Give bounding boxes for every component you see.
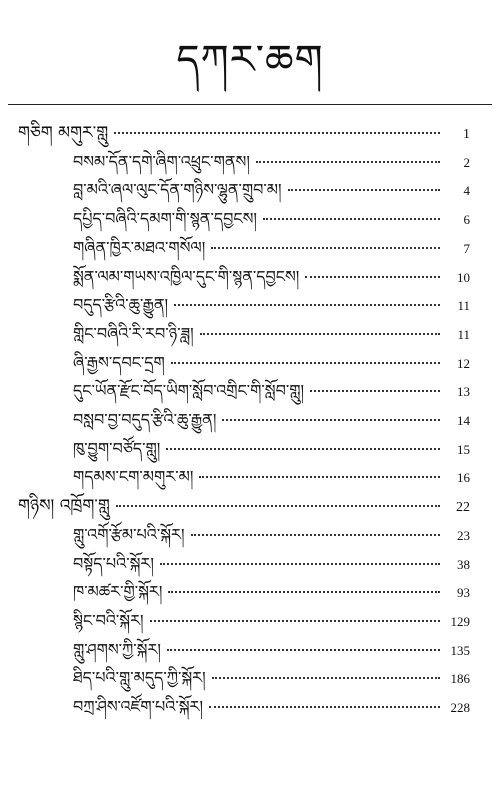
toc-entry-title: བསམ་དོན་དགེ་ཞིག་འཕྲུང་གནས།	[73, 151, 250, 171]
toc-entry-title: དཔྱིད་བཞིའི་དམག་གི་སྙན་དབྱངས།	[73, 209, 257, 229]
dot-leader	[114, 132, 440, 134]
toc-entry-title: བདུད་རྩིའི་ཆུ་རྒྱུན།	[73, 295, 169, 315]
toc-entry-row[interactable]	[73, 151, 470, 174]
page-number: 23	[457, 527, 470, 543]
toc-entry-row[interactable]	[73, 466, 470, 489]
page-number: 129	[450, 613, 470, 629]
toc-section-title: གཅིག མགུར་གླུ	[18, 123, 109, 143]
dot-leader	[171, 362, 440, 364]
page-title: དཀར་ཆག	[176, 37, 324, 83]
toc-entry-title: གླུ་འགོ་རྩོམ་པའི་སྐོར།	[73, 524, 185, 544]
toc-entry-row[interactable]	[73, 237, 470, 260]
toc-entry-row[interactable]	[73, 380, 470, 403]
toc-entry-title: གླུ་ཤགས་ཀྱི་སྐོར།	[73, 639, 161, 659]
dot-leader	[222, 419, 440, 421]
toc-entry-row[interactable]	[73, 553, 470, 576]
toc-entry-title: གདམས་ངག་མགུར་མ།	[73, 467, 194, 487]
toc-entry-title: སྙིང་བའི་སྐོར།	[73, 610, 144, 630]
toc-entry-title: སྨོན་ལམ་གཡས་འཁྱིལ་དུང་གི་སྙན་དབྱངས།	[73, 266, 300, 286]
dot-leader	[305, 276, 440, 278]
toc-entry-title: དུང་ཡོན་རྫོང་བོད་ཡིག་སློབ་འགྲིང་གི་སློབ་གླུ།	[73, 381, 305, 401]
dot-leader	[174, 304, 440, 306]
toc-entry-title: གཞིན་ཁྱིར་མཐའ་གསོལ།	[73, 237, 206, 257]
page-number: 14	[457, 413, 470, 428]
dot-leader	[256, 161, 440, 163]
toc-section-row[interactable]	[18, 495, 470, 519]
toc-entry-title: བསླབ་བྱ་བདུད་རྩིའི་ཆུ་རྒྱུན།	[73, 410, 217, 429]
toc-entry-title: བཀྲ་ཤིས་འཛོག་པའི་སྐོར།	[73, 697, 204, 716]
toc-entry-title: ཞི་རྒྱས་དབང་དྲག	[73, 352, 165, 372]
dot-leader	[191, 534, 440, 536]
toc-entry-title: ཁ་མཚར་གྱི་སྐོར།	[73, 582, 163, 602]
page-number: 11	[457, 326, 470, 342]
dot-leader	[167, 649, 440, 651]
toc-entry-row[interactable]	[73, 667, 470, 690]
toc-section-title: གཉིས། འཁྲོག་གླུ	[18, 496, 110, 517]
dot-leader	[166, 448, 440, 450]
dot-leader	[168, 591, 440, 593]
page-number: 12	[457, 355, 470, 371]
page-number: 15	[457, 441, 470, 457]
dot-leader	[310, 390, 440, 392]
toc-entry-row[interactable]	[73, 610, 470, 633]
page-number: 93	[457, 585, 470, 601]
page-number: 228	[450, 700, 470, 715]
page-number: 22	[456, 500, 470, 516]
toc-entry-row[interactable]	[73, 524, 470, 547]
dot-leader	[288, 189, 440, 191]
dot-leader	[150, 620, 440, 622]
page-number: 10	[457, 269, 470, 285]
page-number: 38	[457, 556, 470, 572]
dot-leader	[212, 677, 440, 679]
dot-leader	[211, 247, 440, 249]
toc-entry-title: ཁུ་བྱུག་བཙོད་གླུ།	[73, 438, 161, 458]
page-number: 2	[463, 154, 470, 170]
toc-entry-row[interactable]	[73, 438, 470, 461]
dot-leader	[200, 333, 440, 335]
toc-entry-row[interactable]	[73, 208, 470, 231]
page-number: 186	[450, 671, 470, 687]
toc-entry-row[interactable]	[73, 294, 470, 317]
toc-entry-title: བླ་མའི་ཞལ་ལུང་དོན་གཉིས་ལྷུན་གྲུབ་མ།	[73, 180, 282, 200]
page-number: 16	[457, 470, 470, 486]
dot-leader	[263, 218, 440, 220]
dot-leader	[209, 706, 440, 708]
title-divider	[8, 104, 492, 105]
page-number: 7	[463, 240, 470, 256]
dot-leader	[160, 563, 440, 565]
page-number: 13	[457, 384, 470, 400]
toc-entry-title: བསྟོད་པའི་སྐོར།	[73, 553, 154, 573]
page-number: 135	[450, 642, 470, 658]
toc-entry-row[interactable]	[73, 639, 470, 662]
page-number: 6	[463, 212, 470, 228]
page-number: 4	[463, 183, 470, 199]
toc-entry-row[interactable]	[73, 323, 470, 346]
toc-entry-title: གླིང་བཞིའི་རི་རབ་ཉི་ཟླ།	[73, 323, 194, 343]
dot-leader	[199, 476, 440, 478]
page-number: 1	[463, 127, 470, 142]
toc-section-row[interactable]	[18, 122, 470, 146]
toc-entry-row[interactable]	[73, 179, 470, 202]
toc-entry-row[interactable]	[73, 409, 470, 432]
toc-entry-row[interactable]	[73, 352, 470, 375]
toc-entry-title: ཐིད་པའི་གླུ་མདུད་ཀྱི་སྐོར།	[73, 668, 206, 688]
toc-entry-row[interactable]	[73, 581, 470, 604]
page-number: 11	[457, 298, 470, 314]
toc-entry-row[interactable]	[73, 696, 470, 719]
toc-entry-row[interactable]	[73, 266, 470, 289]
dot-leader	[116, 505, 440, 507]
